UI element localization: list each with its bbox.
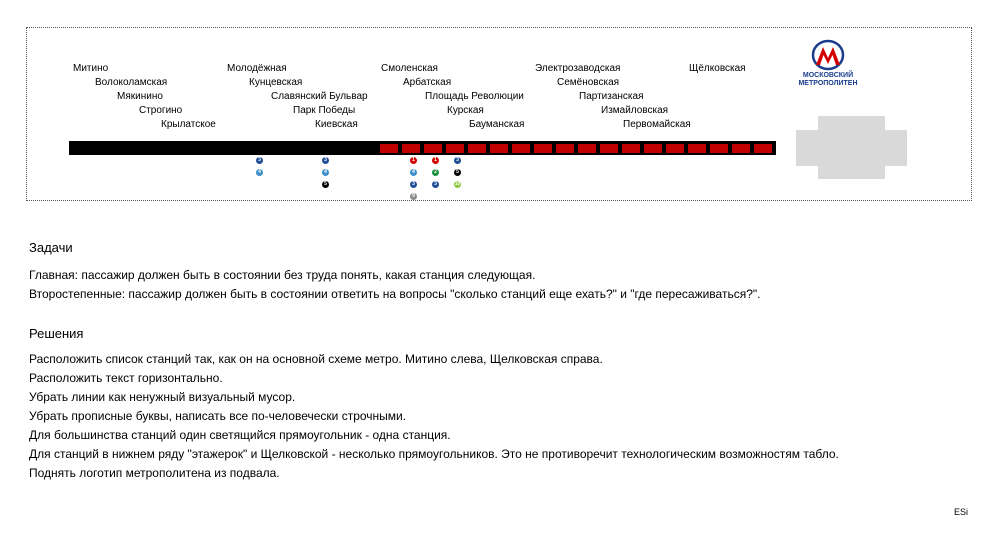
station-lamp bbox=[380, 144, 398, 153]
transfer-line-badge: 4 bbox=[256, 169, 263, 176]
solution-line: Расположить список станций так, как он на основной схеме метро. Митино слева, Щелковская справа. bbox=[29, 352, 603, 366]
station-label: Строгино bbox=[139, 105, 183, 116]
task-line: Второстепенные: пассажир должен быть в состоянии ответить на вопросы "сколько станций еще ехать?" и "где пересаживаться?". bbox=[29, 287, 761, 301]
station-label: Площадь Революции bbox=[425, 91, 524, 102]
station-lamp bbox=[754, 144, 772, 153]
station-label: Бауманская bbox=[469, 119, 525, 130]
transfer-line-badge: 4 bbox=[410, 169, 417, 176]
station-lamp bbox=[732, 144, 750, 153]
station-lamp bbox=[490, 144, 508, 153]
station-label: Смоленская bbox=[381, 63, 438, 74]
station-label: Измайловская bbox=[601, 105, 669, 116]
station-label: Волоколамская bbox=[95, 77, 168, 88]
station-lamp bbox=[424, 144, 442, 153]
station-lamp bbox=[688, 144, 706, 153]
transfer-line-badge: 3 bbox=[322, 157, 329, 164]
transfer-line-badge: 5 bbox=[454, 169, 461, 176]
station-label: Кунцевская bbox=[249, 77, 303, 88]
station-lamp bbox=[534, 144, 552, 153]
solution-line: Поднять логотип метрополитена из подвала. bbox=[29, 466, 280, 480]
tasks-title: Задачи bbox=[29, 240, 73, 255]
transfer-line-badge: 5 bbox=[322, 181, 329, 188]
station-label: Мякинино bbox=[117, 91, 163, 102]
station-lamp bbox=[402, 144, 420, 153]
station-lamp bbox=[578, 144, 596, 153]
station-label: Партизанская bbox=[579, 91, 644, 102]
station-label: Электрозаводская bbox=[535, 63, 621, 74]
station-label: Арбатская bbox=[403, 77, 452, 88]
station-lamp bbox=[468, 144, 486, 153]
logo-line-2: МЕТРОПОЛИТЕН bbox=[798, 80, 858, 87]
transfer-line-badge: 4 bbox=[322, 169, 329, 176]
station-label: Первомайская bbox=[623, 119, 691, 130]
solution-line: Для станций в нижнем ряду "этажерок" и Щелковской - несколько прямоугольников. Это не противоречит технологическим возможностям табло. bbox=[29, 447, 839, 461]
station-lamp bbox=[556, 144, 574, 153]
station-label: Митино bbox=[73, 63, 109, 74]
solution-line: Для большинства станций один светящийся прямоугольник - одна станция. bbox=[29, 428, 451, 442]
station-lamp bbox=[710, 144, 728, 153]
solution-line: Расположить текст горизонтально. bbox=[29, 371, 223, 385]
transfer-line-badge: 3 bbox=[410, 181, 417, 188]
transfer-line-badge: 3 bbox=[432, 181, 439, 188]
placeholder-block bbox=[796, 130, 907, 166]
transfer-line-badge: 1 bbox=[432, 157, 439, 164]
station-lamp bbox=[446, 144, 464, 153]
transfer-line-badge: 10 bbox=[454, 181, 461, 187]
station-label: Киевская bbox=[315, 119, 358, 130]
logo-line-1: МОСКОВСКИЙ bbox=[802, 72, 854, 79]
signature: ESi bbox=[953, 507, 968, 517]
transfer-line-badge: 2 bbox=[432, 169, 439, 176]
transfer-line-badge: 3 bbox=[256, 157, 263, 164]
station-label: Крылатское bbox=[161, 119, 216, 130]
transfer-line-badge: 3 bbox=[454, 157, 461, 164]
task-line: Главная: пассажир должен быть в состоянии без труда понять, какая станция следующая. bbox=[29, 268, 536, 282]
station-label: Щёлковская bbox=[689, 63, 746, 74]
station-label: Молодёжная bbox=[227, 63, 287, 74]
station-label: Парк Победы bbox=[293, 105, 356, 116]
station-lamp bbox=[622, 144, 640, 153]
logo-caption bbox=[793, 72, 863, 88]
station-lamp bbox=[512, 144, 530, 153]
solution-line: Убрать прописные буквы, написать все по-человечески строчными. bbox=[29, 409, 407, 423]
station-lamp bbox=[644, 144, 662, 153]
transfer-line-badge: 1 bbox=[410, 157, 417, 164]
solution-line: Убрать линии как ненужный визуальный мусор. bbox=[29, 390, 296, 404]
station-label: Славянский Бульвар bbox=[271, 91, 368, 102]
station-lamp bbox=[600, 144, 618, 153]
station-label: Семёновская bbox=[557, 77, 620, 88]
station-lamp bbox=[666, 144, 684, 153]
station-label: Курская bbox=[447, 105, 484, 116]
solutions-title: Решения bbox=[29, 326, 84, 341]
transfer-line-badge: 9 bbox=[410, 193, 417, 200]
